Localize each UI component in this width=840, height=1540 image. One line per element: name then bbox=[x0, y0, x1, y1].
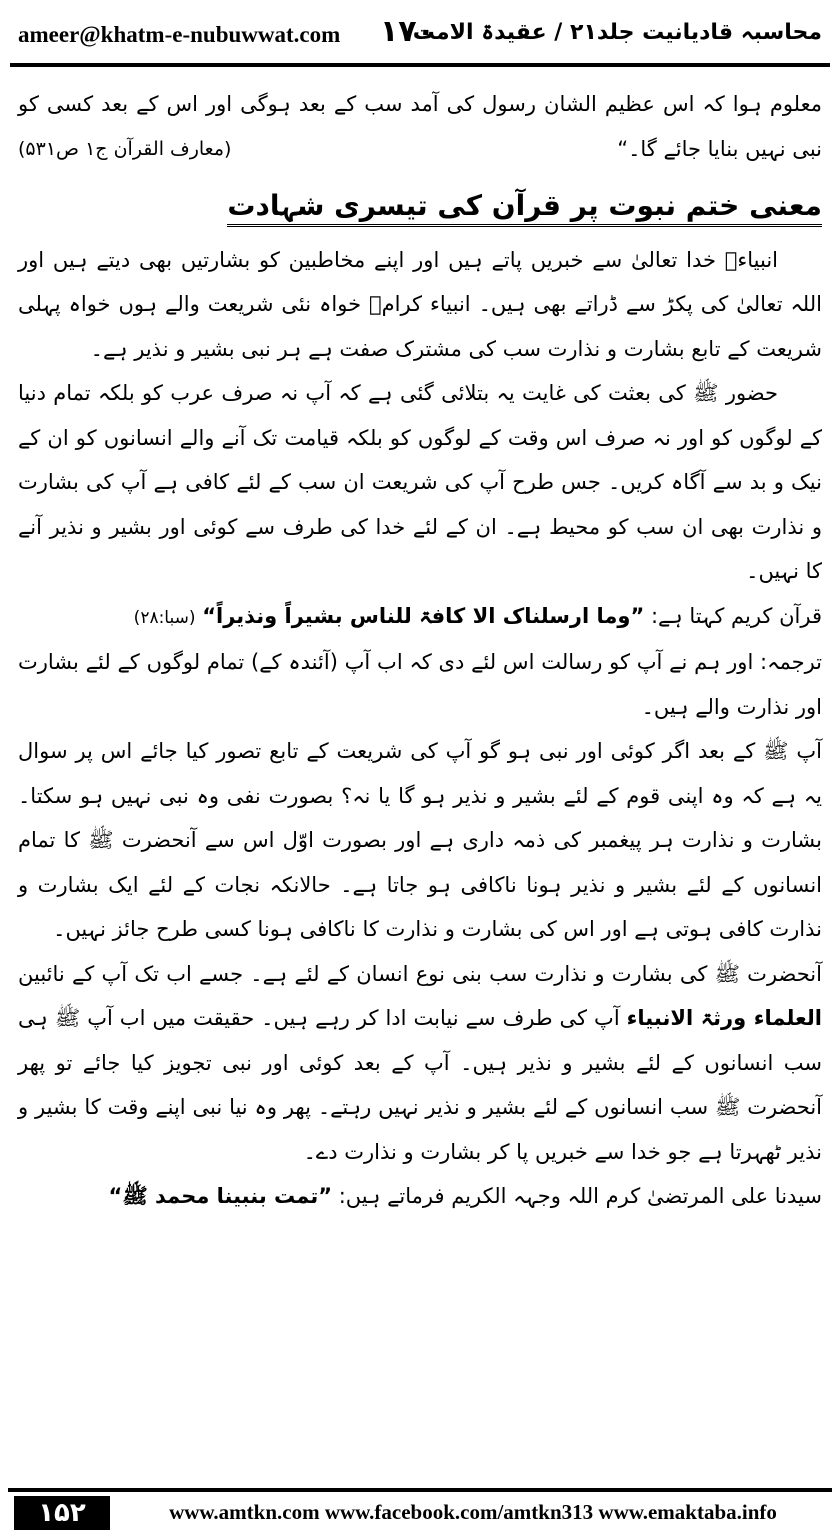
paragraph-1: انبیاءؑ خدا تعالیٰ سے خبریں پاتے ہیں اور اپنے مخاطبین کو بشارتیں بھی دیتے ہیں اور اللہ تعالیٰ کی پکڑ سے ڈراتے بھی ہیں۔ انبیاء کرامؑ خواہ نئی شریعت والے ہوں خواہ پہلی شریعت کے تابع بشارت و نذارت سب کی مشترک صفت ہے ہر نبی بشیر و نذیر ہے۔ bbox=[18, 247, 822, 361]
footer-divider bbox=[8, 1488, 832, 1492]
intro-citation: (معارف القرآن ج۱ ص۵۳۱) bbox=[18, 138, 232, 160]
header-book-title: محاسبہ قادیانیت جلد۲۱ / عقیدۃ الامت bbox=[412, 20, 822, 45]
section-heading bbox=[18, 178, 822, 234]
header-divider bbox=[10, 63, 830, 67]
translation-paragraph: ترجمہ: اور ہم نے آپ کو رسالت اس لئے دی کہ اب آپ (آئندہ کے) تمام لوگوں کے لئے بشارت اور نذارت والے ہیں۔ bbox=[18, 650, 822, 719]
quran-quote bbox=[18, 594, 822, 641]
intro-paragraph: معلوم ہوا کہ اس عظیم الشان رسول کی آمد سب کے بعد ہوگی اور اس کے بعد کسی کو نبی نہیں بنایا جائے گا۔“ bbox=[18, 92, 822, 161]
paragraph-4-start: آنحضرت ﷺ کی بشارت و نذارت سب بنی نوع انسان کے لئے ہے۔ جسے اب تک آپ کے نائبین bbox=[18, 961, 822, 986]
paragraph-2: حضور ﷺ کی بعثت کی غایت یہ بتلائی گئی ہے کہ آپ نہ صرف عرب کو بلکہ تمام دنیا کے لوگوں کو اور نہ صرف اس وقت کے لوگوں کو بلکہ قیامت تک آنے والے انسانوں کو ان کے نیک و بد سے آگاہ کریں۔ جس طرح آپ کی شریعت ان سب کے لئے کافی ہے آپ کی بشارت و نذارت بھی ان سب کو محیط ہے۔ ان کے لئے خدا کی طرف سے کوئی اور بشیر و نذیر آنے کا نہیں۔ bbox=[18, 381, 822, 583]
footer-urls: www.amtkn.com www.facebook.com/amtkn313 www.emaktaba.info bbox=[169, 1500, 777, 1524]
page-header bbox=[0, 0, 840, 70]
quran-intro: قرآن کریم کہتا ہے: bbox=[650, 603, 822, 628]
paragraph-4 bbox=[18, 952, 822, 1175]
closing-line-text: سیدنا علی المرتضیٰ کرم اللہ وجہہ الکریم فرماتے ہیں: bbox=[338, 1184, 822, 1208]
header-email: ameer@khatm-e-nubuwwat.com bbox=[18, 22, 341, 47]
paragraph-4-arabic: العلماء ورثۃ الانبیاء bbox=[626, 1006, 822, 1030]
paragraph-3: آپ ﷺ کے بعد اگر کوئی اور نبی ہو گو آپ کی شریعت کے تابع تصور کیا جائے اس پر سوال یہ ہے کہ وہ اپنی قوم کے لئے بشیر و نذیر ہو گا یا نہ؟ بصورت نفی وہ نبی نہیں ہو سکتا۔ بشارت و نذارت ہر پیغمبر کی ذمہ داری ہے اور بصورت اوّل اس سے آنحضرت ﷺ کا تمام انسانوں کے لئے بشیر و نذیر ہونا ناکافی ہو جاتا ہے۔ حالانکہ نجات کے لئے ایک بشارت و نذارت کافی ہوتی ہے اور اس کی بشارت و نذارت کا ناکافی ہونا کسی طرح جائز نہیں۔ bbox=[18, 739, 822, 941]
quran-verse: ”وما ارسلناک الا کافۃ للناس بشیراً ونذیراً“ bbox=[202, 603, 645, 628]
paragraph-4-end: آپ کی طرف سے نیابت ادا کر رہے ہیں۔ حقیقت میں اب آپ ﷺ ہی سب انسانوں کے لئے بشیر و نذیر ہیں۔ آپ کے بعد کوئی اور نبی تجویز کیا جائے تو پھر آنحضرت ﷺ سب انسانوں کے لئے بشیر و نذیر نہیں رہتے۔ پھر وہ نیا نبی اپنے وقت کا بشیر و نذیر ٹھہرتا ہے جو خدا سے خبریں پا کر بشارت و نذارت دے۔ bbox=[18, 1006, 822, 1164]
closing-arabic: ”تمت بنبینا محمد ﷺ“ bbox=[108, 1184, 333, 1208]
quran-reference: (سبا:۲۸) bbox=[133, 607, 196, 628]
section-heading-text: معنی ختم نبوت پر قرآن کی تیسری شہادت bbox=[227, 189, 822, 227]
closing-line bbox=[18, 1174, 822, 1219]
page-body bbox=[18, 82, 822, 1219]
footer-page-number: ۱۵۲ bbox=[14, 1496, 110, 1530]
header-page-number: ۱۷۰ bbox=[380, 14, 435, 49]
page-footer bbox=[8, 1488, 832, 1534]
